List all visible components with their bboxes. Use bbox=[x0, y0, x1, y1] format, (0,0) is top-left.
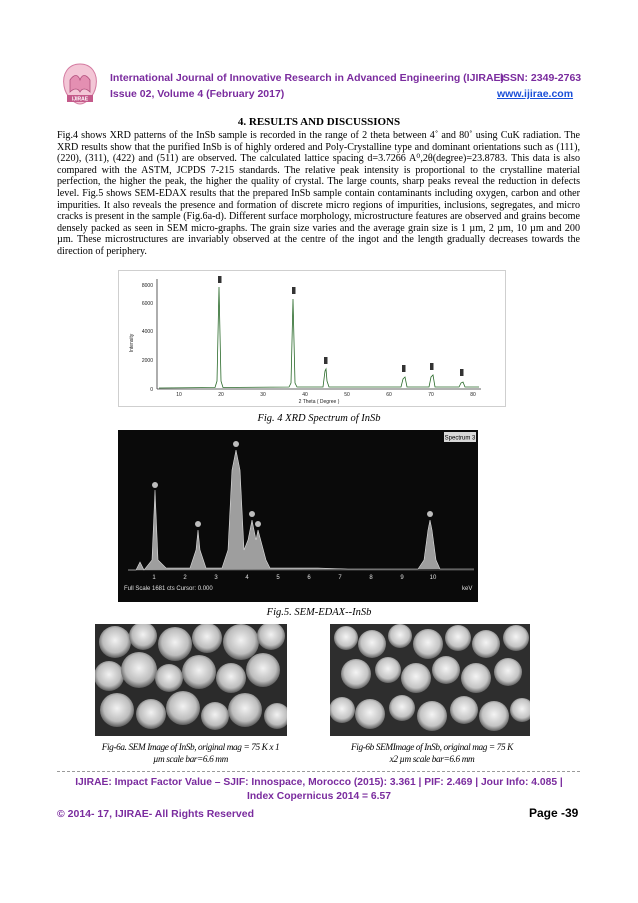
xrd-ylabel: Intensity bbox=[129, 333, 135, 353]
xrd-peak-label bbox=[292, 287, 296, 294]
xrd-xtick: 20 bbox=[218, 392, 224, 398]
fig5-caption: Fig.5. SEM-EDAX--InSb bbox=[266, 607, 372, 618]
xrd-ytick: 4000 bbox=[141, 329, 153, 335]
xrd-peak-label bbox=[324, 357, 328, 364]
xrd-xtick: 40 bbox=[302, 392, 308, 398]
issn: ISSN: 2349-2763 bbox=[500, 72, 582, 84]
element-marker bbox=[427, 511, 433, 517]
edax-xtick: 9 bbox=[400, 575, 404, 581]
xrd-peak-label bbox=[402, 365, 406, 372]
body-paragraph bbox=[57, 130, 580, 258]
xrd-ytick: 6000 bbox=[141, 301, 153, 307]
xrd-ytick: 8000 bbox=[141, 283, 153, 289]
sem-image-a bbox=[95, 624, 287, 736]
fig6a-caption bbox=[88, 742, 293, 766]
edax-xtick: 1 bbox=[152, 575, 156, 581]
copyright: © 2014- 17, IJIRAE- All Rights Reserved bbox=[57, 808, 255, 820]
issue-info: Issue 02, Volume 4 (February 2017) bbox=[110, 88, 285, 100]
xrd-peak-label bbox=[218, 276, 222, 283]
journal-title: International Journal of Innovative Research in Advanced Engineering (IJIRAE) bbox=[110, 72, 505, 84]
impact-factor-line: IJIRAE: Impact Factor Value – SJIF: Innospace, Morocco (2015): 3.361 | PIF: 2.469 | Jour Info: 4.085 | bbox=[75, 777, 563, 788]
edax-xtick: 4 bbox=[245, 575, 249, 581]
element-marker bbox=[195, 521, 201, 527]
element-marker bbox=[255, 521, 261, 527]
element-marker bbox=[233, 441, 239, 447]
footer-divider bbox=[57, 771, 580, 772]
fig6b-caption-line1: Fig-6b SEMImage of InSb, original mag = 75 K bbox=[351, 743, 513, 753]
paragraph-text: Fig.4 shows XRD patterns of the InSb sample is recorded in the range of 2 theta between 4˚ and 80˚ using CuK radiation. The XRD results show that the purified InSb is of highly ordered and Poly-Crystalline type and dominant orientations such as (111), (220), (311), (422) and (511) are observed. The calculated lattice spacing d=3.7266 A⁰,2θ(degree)=23.8783. This data is also compared with the ASTM, JCPDS 7-215 standards. The relative peak intensity is proportional to the crystalline material perfection, the higher the peak, the higher the quality of crystal. The large counts, sharp peaks reveal the reduction in defects level. Fig.5 shows SEM-EDAX results that the prepared InSb sample contain contaminants including oxygen, carbon and other impurities. It also reveals the presence and formation of discrete micro regions of impurities, inclusions, segregates, and micro cracks is present in the sample (Fig.6a-d). Different surface morphology, microstructure features are observed and grains become densely packed as seen in SEM micro-graphs. The grain size varies and the average grain size is 1 µm, 2 µm, 10 µm and 200 µm. These microstructures are invariably observed at the centre of the ingot and the length gradually decreases towards the direction of periphery. bbox=[57, 130, 580, 257]
xrd-peak-label bbox=[430, 363, 434, 370]
element-marker bbox=[249, 511, 255, 517]
xrd-xtick: 10 bbox=[176, 392, 182, 398]
edax-xtick: 7 bbox=[338, 575, 342, 581]
fig6a-caption-line1: Fig-6a. SEM Image of InSb, original mag = 75 K x 1 bbox=[101, 743, 280, 753]
fig6b-caption-line2: x2 µm scale bar=6.6 mm bbox=[389, 755, 475, 765]
journal-logo bbox=[58, 60, 102, 106]
element-marker bbox=[152, 482, 158, 488]
edax-spectrum-figure bbox=[118, 430, 478, 602]
edax-xtick: 10 bbox=[429, 575, 437, 581]
sem-image-b bbox=[330, 624, 530, 736]
edax-xtick: 8 bbox=[369, 575, 373, 581]
xrd-xtick: 50 bbox=[344, 392, 350, 398]
section-heading: 4. RESULTS AND DISCUSSIONS bbox=[237, 116, 401, 128]
xrd-ytick: 0 bbox=[150, 387, 153, 393]
fig6a-caption-line2: µm scale bar=6.6 mm bbox=[153, 755, 228, 765]
xrd-spectrum-figure bbox=[118, 270, 506, 407]
fig4-caption: Fig. 4 XRD Spectrum of InSb bbox=[257, 413, 381, 424]
xrd-peak-label bbox=[460, 369, 464, 376]
xrd-xtick: 80 bbox=[470, 392, 476, 398]
edax-status: Full Scale 1681 cts Cursor: 0.000 bbox=[124, 586, 213, 592]
page-number: Page -39 bbox=[529, 806, 579, 820]
spectrum-label: Spectrum 3 bbox=[444, 435, 476, 442]
xrd-xtick: 60 bbox=[386, 392, 392, 398]
edax-xtick: 2 bbox=[183, 575, 187, 581]
xrd-xlabel: 2 Theta ( Degree ) bbox=[298, 399, 340, 405]
edax-xtick: 5 bbox=[276, 575, 280, 581]
edax-xtick: 6 bbox=[307, 575, 311, 581]
xrd-xtick: 70 bbox=[428, 392, 434, 398]
logo-text: IJIRAE bbox=[71, 96, 89, 103]
xrd-xtick: 30 bbox=[260, 392, 266, 398]
edax-xtick: 3 bbox=[214, 575, 218, 581]
xrd-ytick: 2000 bbox=[141, 358, 153, 364]
index-copernicus-line: Index Copernicus 2014 = 6.57 bbox=[247, 791, 391, 802]
edax-unit: keV bbox=[462, 586, 473, 592]
website-link[interactable]: www.ijirae.com bbox=[497, 88, 574, 100]
fig6b-caption bbox=[327, 742, 537, 766]
